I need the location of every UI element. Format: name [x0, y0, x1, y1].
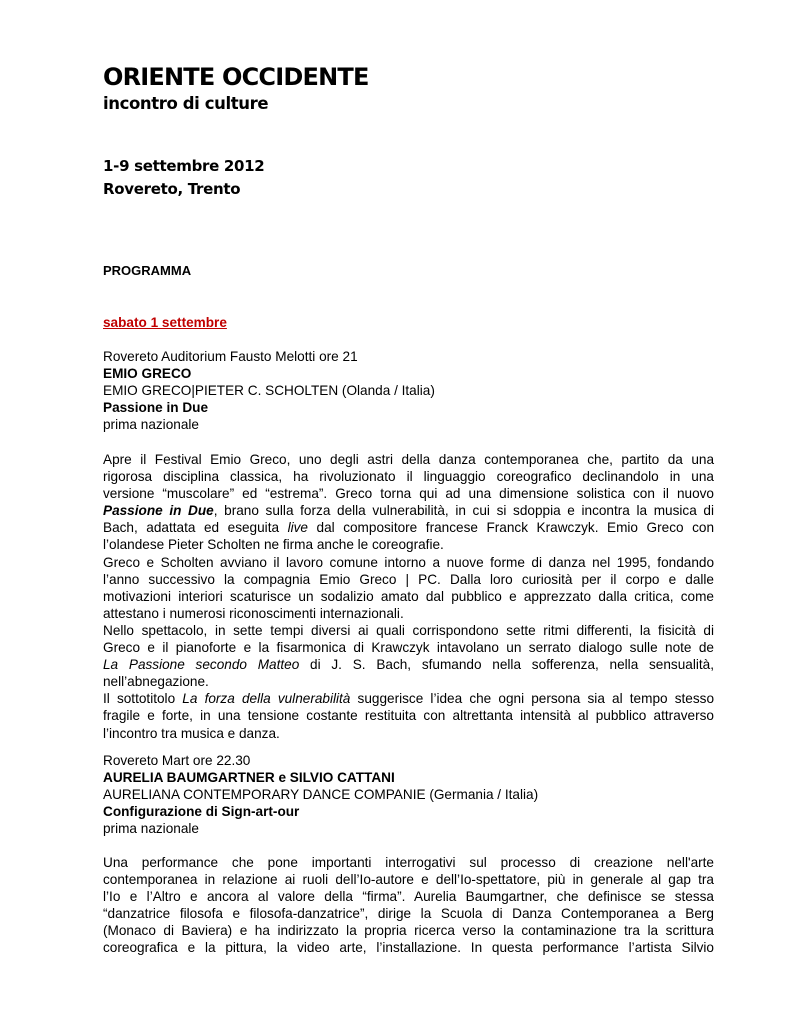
event1-p3-line: nell’abnegazione. [103, 674, 209, 690]
event1-p1-text: , brano sulla forza della vulnerabilità, in cui si sdoppia e incontra la musica di [213, 503, 714, 519]
event1-company: EMIO GRECO|PIETER C. SCHOLTEN (Olanda / Italia) [103, 383, 435, 399]
event2-info [103, 752, 714, 837]
day-heading: sabato 1 settembre [103, 315, 227, 330]
event1-p4-text: suggerisce l’idea che ogni persona sia al tempo stesso [350, 691, 714, 707]
event1-p1-line: versione “muscolare” ed “estrema”. Greco torna qui ad una dimensione solistica con il nuovo [103, 486, 714, 502]
event2-venue: Rovereto Mart ore 22.30 [103, 753, 251, 768]
festival-dates: 1-9 settembre 2012 [103, 157, 265, 175]
event1-p1-line: Apre il Festival Emio Greco, uno degli astri della danza contemporanea che, partito da una [103, 452, 714, 467]
event2-company: AURELIANA CONTEMPORARY DANCE COMPANIE (Germania / Italia) [103, 787, 539, 803]
event2-p1-line: l’Io e l’Altro e ancora al valore della “firma”. Aurelia Baumgartner, che definisce se stessa [103, 889, 714, 905]
event1-p2-line: motivazioni interiori scaturisce un sodalizio amato dal pubblico e apprezzato dalla critica, come [103, 588, 714, 604]
event2-p1-line: Una performance che pone importanti interrogativi sul processo di creazione nell'arte [103, 855, 714, 870]
event2-p1-line: (Monaco di Baviera) e ha indirizzato la propria ricerca verso la contaminazione tra la scrittura [103, 923, 714, 939]
event2-description [103, 854, 714, 957]
event1-live-italic: live [287, 520, 308, 536]
event2-title: Configurazione di Sign-art-our [103, 804, 300, 820]
event1-p3-line: Greco e il pianoforte e la fisarmonica di Krawczyk intavolano un serrato dialogo sulle note de [103, 640, 714, 656]
event1-p1-line [103, 502, 714, 519]
event1-p3-line [103, 656, 714, 673]
event1-p1-text: Bach, adattata ed eseguita [103, 520, 288, 536]
event1-p2-line: Greco e Scholten avviano il lavoro comune intorno a nuove forme di danza nel 1995, fondando [103, 554, 714, 570]
event1-artist: EMIO GRECO [103, 366, 192, 382]
event2-p1-line: contemporanea in relazione ai ruoli dell’Io-autore e dell’Io-spettatore, più in generale al gap tra [103, 872, 714, 888]
festival-subtitle: incontro di culture [103, 94, 269, 113]
event1-p3-text: di J. S. Bach, sfumando nella sofferenza, nella sensualità, [299, 657, 715, 673]
event2-note: prima nazionale [103, 821, 199, 837]
event1-title: Passione in Due [103, 400, 209, 416]
event1-p4-line: fragile e forte, in una tensione costante restituita con altrettanta intensità al pubblico attraverso [103, 708, 714, 724]
event1-p4-text: Il sottotitolo [103, 691, 183, 707]
event1-venue: Rovereto Auditorium Fausto Melotti ore 21 [103, 349, 358, 364]
festival-dateline [103, 155, 264, 201]
event2-p1-line: “danzatrice filosofa e filosofa-danzatrice”, dirige la Scuola di Danza Contemporanea a Berg [103, 906, 714, 922]
event1-note: prima nazionale [103, 417, 199, 433]
event1-p1-line: rigorosa disciplina classica, ha rivoluzionato il linguaggio coreografico declinandolo in una [103, 469, 714, 485]
event1-description [103, 451, 714, 742]
event1-work-italic: La Passione secondo Matteo [103, 657, 300, 673]
event1-subtitle-italic: La forza della vulnerabilità [182, 691, 351, 707]
event1-p1-line: l’olandese Pieter Scholten ne firma anche le coreografie. [103, 537, 444, 553]
event1-title-inline: Passione in Due [103, 503, 214, 519]
event1-p1-text: dal compositore francese Franck Krawczyk. Emio Greco con [307, 520, 715, 536]
event1-p2-line: l’anno successivo la compagnia Emio Greco | PC. Dalla loro curiosità per il corpo e dalle [103, 571, 714, 587]
event1-p2-line: attestano i numerosi riconoscimenti internazionali. [103, 605, 404, 621]
event1-p4-line: l’incontro tra musica e danza. [103, 725, 280, 741]
event1-p4-line [103, 690, 714, 707]
programma-heading: PROGRAMMA [103, 263, 192, 278]
event1-p1-line [103, 519, 714, 536]
event2-artist: AURELIA BAUMGARTNER e SILVIO CATTANI [103, 770, 395, 786]
event2-p1-line: coreografica e la pittura, la video arte, l’installazione. In questa performance l’artista Silvio [103, 940, 714, 956]
event1-p3-line: Nello spettacolo, in sette tempi diversi ai quali corrispondono sette ritmi differenti, la fisicità di [103, 622, 714, 638]
festival-place: Rovereto, Trento [103, 180, 241, 198]
event1-info [103, 348, 714, 433]
festival-title: ORIENTE OCCIDENTE [103, 63, 369, 91]
